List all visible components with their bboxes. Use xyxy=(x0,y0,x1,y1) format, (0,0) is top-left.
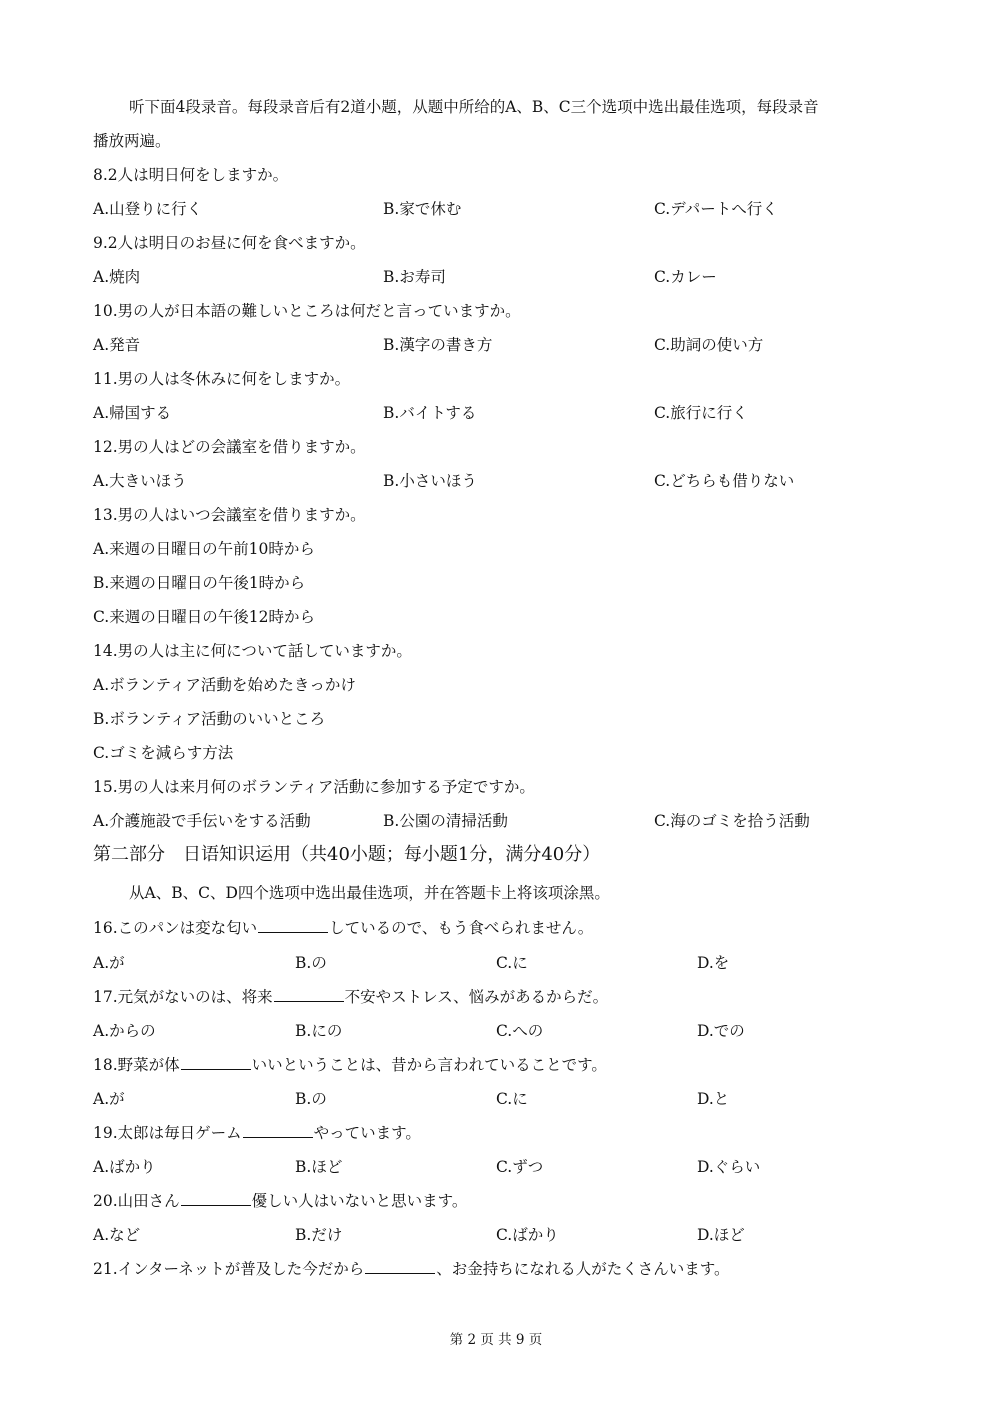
option-c: C.に xyxy=(496,954,528,972)
question-13: 13.男の人はいつ会議室を借りますか。 xyxy=(93,506,366,524)
answer-blank xyxy=(181,1055,251,1070)
question-20 xyxy=(93,1191,932,1211)
answer-blank xyxy=(258,918,328,933)
option-a: A.が xyxy=(93,1090,125,1108)
option-c: C.どちらも借りない xyxy=(654,472,795,490)
option-c: C.旅行に行く xyxy=(654,404,748,422)
option-a: A.焼肉 xyxy=(93,268,141,286)
question-14-option-b: B.ボランティア活動のいいところ xyxy=(93,710,326,728)
option-a: A.大きいほう xyxy=(93,472,187,490)
option-d: D.と xyxy=(697,1090,730,1108)
question-text: しているので、もう食べられません。 xyxy=(329,919,594,937)
option-a: A.山登りに行く xyxy=(93,200,203,218)
option-c: C.デパートへ行く xyxy=(654,200,778,218)
question-14: 14.男の人は主に何について話していますか。 xyxy=(93,642,412,660)
option-b: B.公園の清掃活動 xyxy=(383,812,508,830)
option-a: A.ばかり xyxy=(93,1158,156,1176)
option-a: A.など xyxy=(93,1226,141,1244)
question-text: 19.太郎は毎日ゲーム xyxy=(93,1124,242,1142)
option-a: A.介護施設で手伝いをする活動 xyxy=(93,812,311,830)
option-b: B.家で休む xyxy=(383,200,462,218)
question-19 xyxy=(93,1123,932,1143)
question-14-option-a: A.ボランティア活動を始めたきっかけ xyxy=(93,676,356,694)
question-21 xyxy=(93,1259,932,1279)
option-d: D.ぐらい xyxy=(697,1158,761,1176)
question-14-option-c: C.ゴミを減らす方法 xyxy=(93,744,234,762)
question-text: 20.山田さん xyxy=(93,1192,180,1210)
question-8: 8.2人は明日何をしますか。 xyxy=(93,166,289,184)
question-13-option-c: C.来週の日曜日の午後12時から xyxy=(93,608,315,626)
question-text: 、お金持ちになれる人がたくさんいます。 xyxy=(436,1260,730,1278)
option-b: B.お寿司 xyxy=(383,268,446,286)
option-b: B.漢字の書き方 xyxy=(383,336,493,354)
question-text: 16.このパンは変な匂い xyxy=(93,919,258,937)
question-text: 17.元気がないのは、将来 xyxy=(93,988,273,1006)
question-text: 優しい人はいないと思います。 xyxy=(251,1192,468,1210)
answer-blank xyxy=(181,1191,251,1206)
option-a: A.帰国する xyxy=(93,404,172,422)
question-18 xyxy=(93,1055,932,1075)
question-17 xyxy=(93,987,932,1007)
option-c: C.ばかり xyxy=(496,1226,559,1244)
question-text: 不安やストレス、悩みがあるからだ。 xyxy=(344,988,609,1006)
option-b: B.だけ xyxy=(295,1226,343,1244)
question-12: 12.男の人はどの会議室を借りますか。 xyxy=(93,438,366,456)
question-10: 10.男の人が日本語の難しいところは何だと言っていますか。 xyxy=(93,302,521,320)
option-a: A.からの xyxy=(93,1022,156,1040)
question-text: いいということは、昔から言われていることです。 xyxy=(251,1056,607,1074)
question-16 xyxy=(93,918,932,938)
option-b: B.にの xyxy=(295,1022,343,1040)
option-c: C.への xyxy=(496,1022,544,1040)
page-footer: 第 2 页 共 9 页 xyxy=(449,1332,543,1348)
option-a: A.が xyxy=(93,954,125,972)
part2-instruction: 从A、B、C、D四个选项中选出最佳选项，并在答题卡上将该项涂黑。 xyxy=(129,884,610,902)
option-c: C.助詞の使い方 xyxy=(654,336,764,354)
answer-blank xyxy=(243,1123,313,1138)
question-13-option-b: B.来週の日曜日の午後1時から xyxy=(93,574,306,592)
question-11: 11.男の人は冬休みに何をしますか。 xyxy=(93,370,351,388)
option-c: C.カレー xyxy=(654,268,717,286)
answer-blank xyxy=(365,1259,435,1274)
option-b: B.の xyxy=(295,1090,327,1108)
intro-line-1: 听下面4段录音。每段录音后有2道小题，从题中所给的A、B、C三个选项中选出最佳选项，每段录音 xyxy=(129,98,819,116)
option-b: B.の xyxy=(295,954,327,972)
option-d: D.ほど xyxy=(697,1226,745,1244)
option-c: C.に xyxy=(496,1090,528,1108)
option-c: C.海のゴミを拾う活動 xyxy=(654,812,810,830)
question-9: 9.2人は明日のお昼に何を食べますか。 xyxy=(93,234,366,252)
option-c: C.ずつ xyxy=(496,1158,544,1176)
option-d: D.を xyxy=(697,954,730,972)
option-b: B.ほど xyxy=(295,1158,343,1176)
option-b: B.バイトする xyxy=(383,404,477,422)
question-text: 18.野菜が体 xyxy=(93,1056,180,1074)
option-a: A.発音 xyxy=(93,336,141,354)
question-text: 21.インターネットが普及した今だから xyxy=(93,1260,365,1278)
option-d: D.での xyxy=(697,1022,745,1040)
question-text: やっています。 xyxy=(313,1124,421,1142)
answer-blank xyxy=(274,987,344,1002)
question-15: 15.男の人は来月何のボランティア活動に参加する予定ですか。 xyxy=(93,778,535,796)
intro-line-2: 播放两遍。 xyxy=(93,132,171,150)
option-b: B.小さいほう xyxy=(383,472,477,490)
section-heading-part2: 第二部分 日语知识运用（共40小题；每小题1分，满分40分） xyxy=(93,844,601,865)
question-13-option-a: A.来週の日曜日の午前10時から xyxy=(93,540,315,558)
